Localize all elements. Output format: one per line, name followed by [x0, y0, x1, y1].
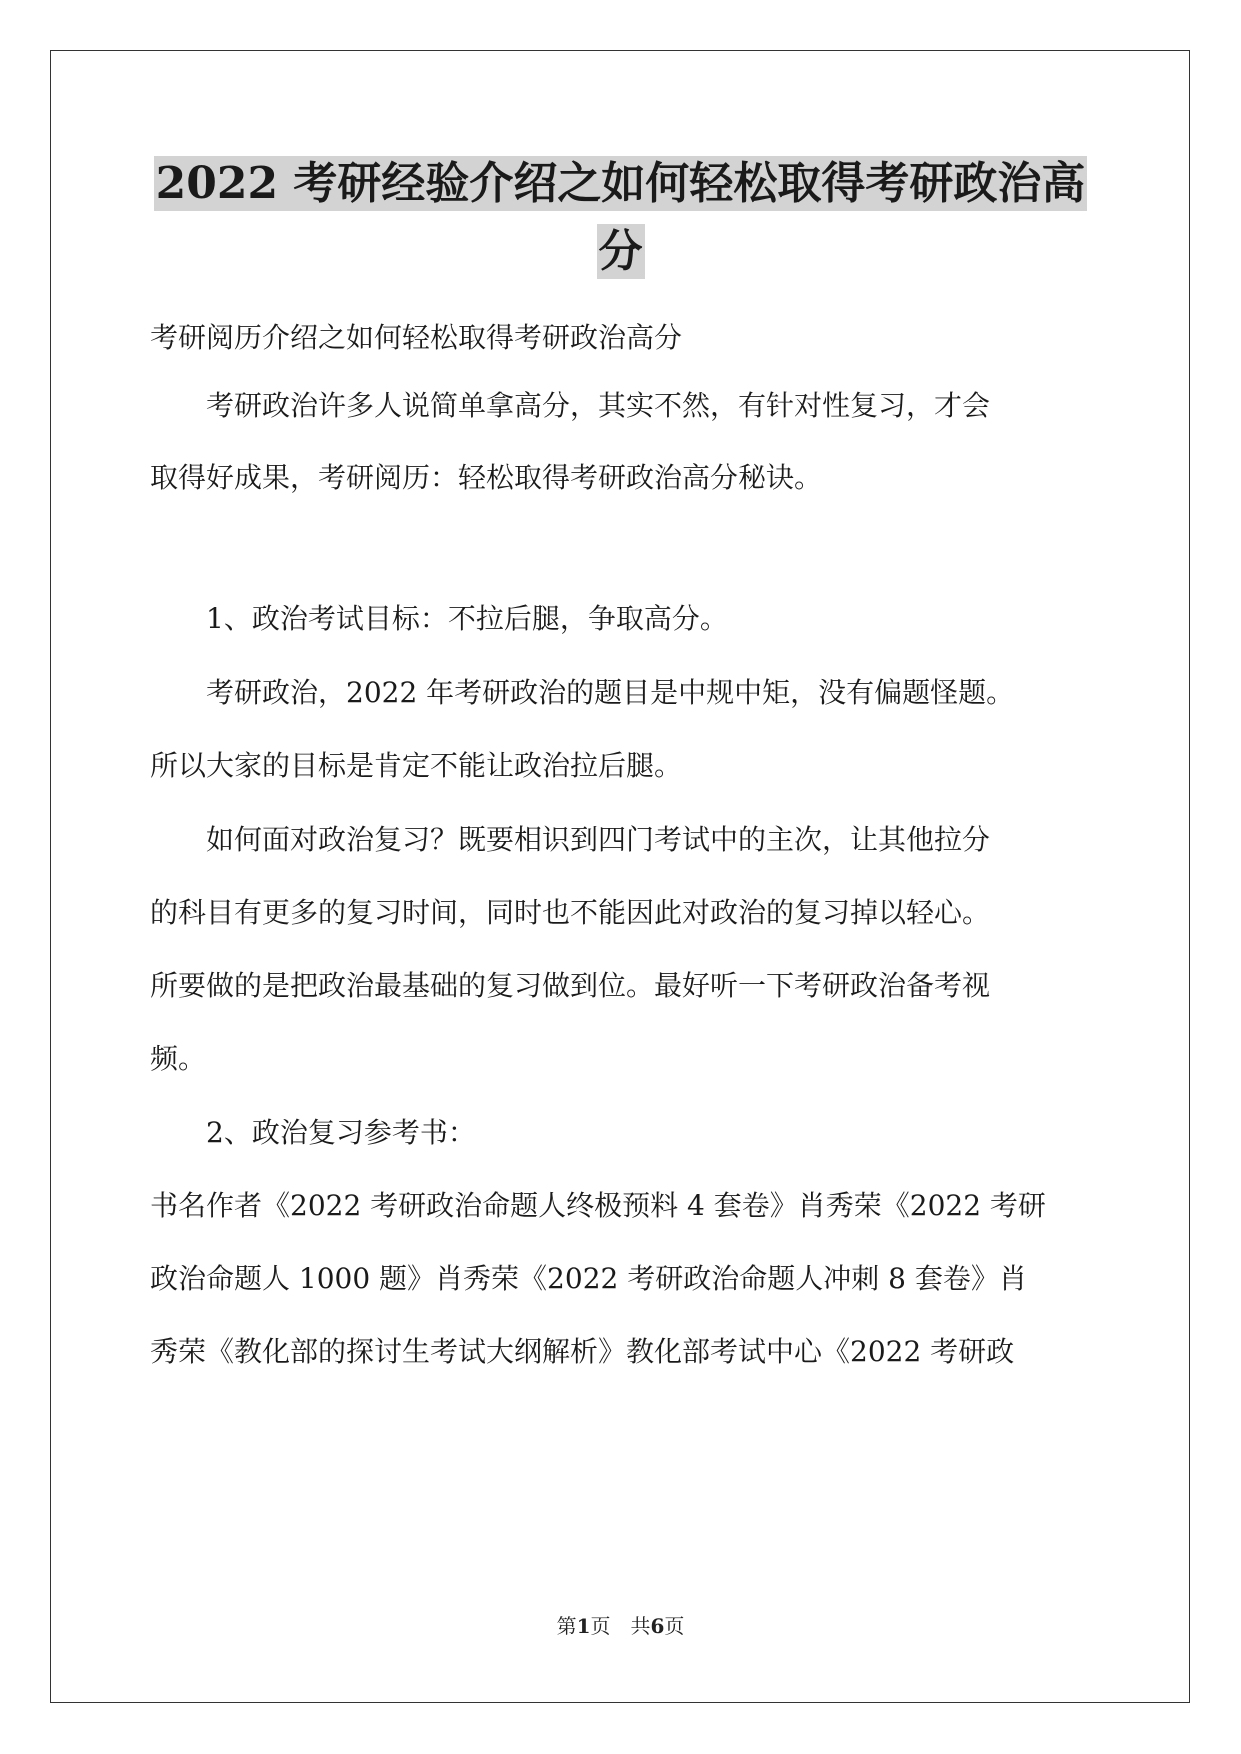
- text-line: 考研政治许多人说简单拿高分，其实不然，有针对性复习，才会: [150, 389, 991, 422]
- current-page-number: 1: [576, 1614, 591, 1638]
- text-line: 频。: [150, 1042, 207, 1075]
- title-line-2: 分: [598, 226, 643, 277]
- title-line-1: 2022 考研经验介绍之如何轻松取得考研政治高: [155, 158, 1086, 209]
- text-line: 所要做的是把政治最基础的复习做到位。最好听一下考研政治备考视: [150, 969, 991, 1002]
- text-line: 考研阅历介绍之如何轻松取得考研政治高分: [150, 321, 683, 354]
- text-line: 考研政治，2022 年考研政治的题目是中规中矩，没有偏题怪题。: [150, 676, 1015, 709]
- text-line: 秀荣《教化部的探讨生考试大纲解析》教化部考试中心《2022 考研政: [150, 1335, 1015, 1368]
- footer-mid: 页 共: [590, 1614, 651, 1638]
- page-footer: [0, 1610, 1241, 1639]
- text-line: 书名作者《2022 考研政治命题人终极预料 4 套卷》肖秀荣《2022 考研: [150, 1189, 1046, 1222]
- text-line: 如何面对政治复习？既要相识到四门考试中的主次，让其他拉分: [150, 823, 991, 856]
- text-line: 所以大家的目标是肯定不能让政治拉后腿。: [150, 749, 683, 782]
- text-line: 2、政治复习参考书：: [150, 1116, 476, 1149]
- total-pages-number: 6: [650, 1614, 665, 1638]
- document-title: [150, 150, 1091, 286]
- footer-prefix: 第: [556, 1614, 577, 1638]
- footer-suffix: 页: [664, 1614, 685, 1638]
- text-line: 政治命题人 1000 题》肖秀荣《2022 考研政治命题人冲刺 8 套卷》肖: [150, 1262, 1027, 1295]
- text-line: 取得好成果，考研阅历：轻松取得考研政治高分秘诀。: [150, 461, 823, 494]
- text-line: 的科目有更多的复习时间，同时也不能因此对政治的复习掉以轻心。: [150, 896, 991, 929]
- text-line: 1、政治考试目标：不拉后腿，争取高分。: [150, 602, 728, 635]
